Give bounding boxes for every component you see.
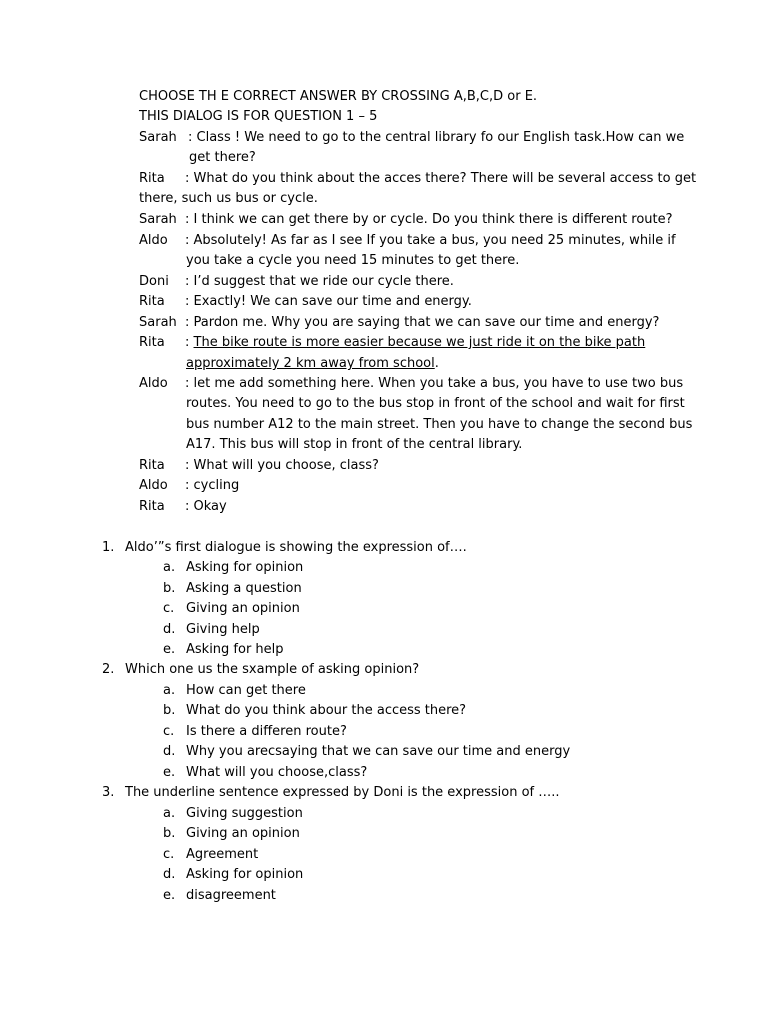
option-text: How can get there xyxy=(186,683,306,698)
dialog-line: : Absolutely! As far as I see If you take a bus, you need 25 minutes, while if xyxy=(185,233,676,248)
option-letter: c. xyxy=(163,724,175,739)
option-letter: d. xyxy=(163,622,176,637)
dialog-line: routes. You need to go to the bus stop in front of the school and wait for first xyxy=(186,396,685,411)
speaker-name: Sarah xyxy=(139,315,177,330)
underlined-sentence: The bike route is more easier because we just ride it on the bike path xyxy=(193,335,646,350)
dialog-note: THIS DIALOG IS FOR QUESTION 1 – 5 xyxy=(139,109,378,124)
question-text: The underline sentence expressed by Doni is the expression of ….. xyxy=(125,785,560,800)
question-text: Which one us the sxample of asking opinion? xyxy=(125,662,420,677)
dialog-period: . xyxy=(434,356,439,371)
option-letter: a. xyxy=(163,560,176,575)
dialog-line: : What will you choose, class? xyxy=(185,458,379,473)
option-text: What will you choose,class? xyxy=(186,765,368,780)
dialog-line: there, such us bus or cycle. xyxy=(139,191,318,206)
speaker-name: Rita xyxy=(139,335,165,350)
speaker-name: Doni xyxy=(139,274,169,289)
option-letter: a. xyxy=(163,683,176,698)
dialog-line xyxy=(185,334,645,352)
dialog-line: : I think we can get there by or cycle. Do you think there is different route? xyxy=(185,212,673,227)
dialog-line: A17. This bus will stop in front of the central library. xyxy=(186,437,523,452)
option-letter: c. xyxy=(163,601,175,616)
option-text: Asking for opinion xyxy=(186,560,304,575)
option-text: Giving suggestion xyxy=(186,806,303,821)
option-text: Is there a differen route? xyxy=(186,724,347,739)
option-letter: d. xyxy=(163,744,176,759)
speaker-name: Sarah xyxy=(139,130,177,145)
option-letter: c. xyxy=(163,847,175,862)
option-text: Agreement xyxy=(186,847,259,862)
question-number: 1. xyxy=(102,540,115,555)
dialog-line: : Okay xyxy=(185,499,227,514)
dialog-line: : What do you think about the acces there? There will be several access to get xyxy=(185,171,697,186)
question-number: 2. xyxy=(102,662,115,677)
speaker-name: Rita xyxy=(139,171,165,186)
speaker-name: Aldo xyxy=(139,233,168,248)
dialog-line: : I’d suggest that we ride our cycle there. xyxy=(185,274,454,289)
speaker-name: Rita xyxy=(139,458,165,473)
option-letter: b. xyxy=(163,581,176,596)
option-text: Why you arecsaying that we can save our time and energy xyxy=(186,744,571,759)
option-text: disagreement xyxy=(186,888,276,903)
option-letter: e. xyxy=(163,642,176,657)
option-letter: a. xyxy=(163,806,176,821)
speaker-name: Rita xyxy=(139,294,165,309)
question-text: Aldo’”s first dialogue is showing the expression of…. xyxy=(125,540,467,555)
option-text: Asking for help xyxy=(186,642,284,657)
option-text: Asking for opinion xyxy=(186,867,304,882)
speaker-name: Aldo xyxy=(139,376,168,391)
dialog-line: you take a cycle you need 15 minutes to get there. xyxy=(186,253,520,268)
speaker-name: Sarah xyxy=(139,212,177,227)
option-letter: b. xyxy=(163,703,176,718)
dialog-line: : let me add something here. When you take a bus, you have to use two bus xyxy=(185,376,684,391)
underlined-sentence: approximately 2 km away from school xyxy=(186,356,435,371)
dialog-line: : cycling xyxy=(185,478,240,493)
option-letter: e. xyxy=(163,888,176,903)
dialog-line: : Exactly! We can save our time and energy. xyxy=(185,294,472,309)
option-letter: e. xyxy=(163,765,176,780)
option-text: Giving help xyxy=(186,622,260,637)
dialog-colon: : xyxy=(185,335,190,350)
option-letter: d. xyxy=(163,867,176,882)
option-letter: b. xyxy=(163,826,176,841)
question-number: 3. xyxy=(102,785,115,800)
option-text: Giving an opinion xyxy=(186,826,300,841)
option-text: Giving an opinion xyxy=(186,601,300,616)
speaker-name: Aldo xyxy=(139,478,168,493)
dialog-line: : Class ! We need to go to the central library fo our English task.How can we xyxy=(188,130,685,145)
dialog-line: get there? xyxy=(189,150,256,165)
option-text: What do you think abour the access there? xyxy=(186,703,467,718)
dialog-line: : Pardon me. Why you are saying that we can save our time and energy? xyxy=(185,315,660,330)
option-text: Asking a question xyxy=(186,581,302,596)
speaker-name: Rita xyxy=(139,499,165,514)
dialog-line: bus number A12 to the main street. Then you have to change the second bus xyxy=(186,417,693,432)
instruction-heading: CHOOSE TH E CORRECT ANSWER BY CROSSING A,B,C,D or E. xyxy=(139,89,538,104)
dialog-line xyxy=(186,355,439,373)
